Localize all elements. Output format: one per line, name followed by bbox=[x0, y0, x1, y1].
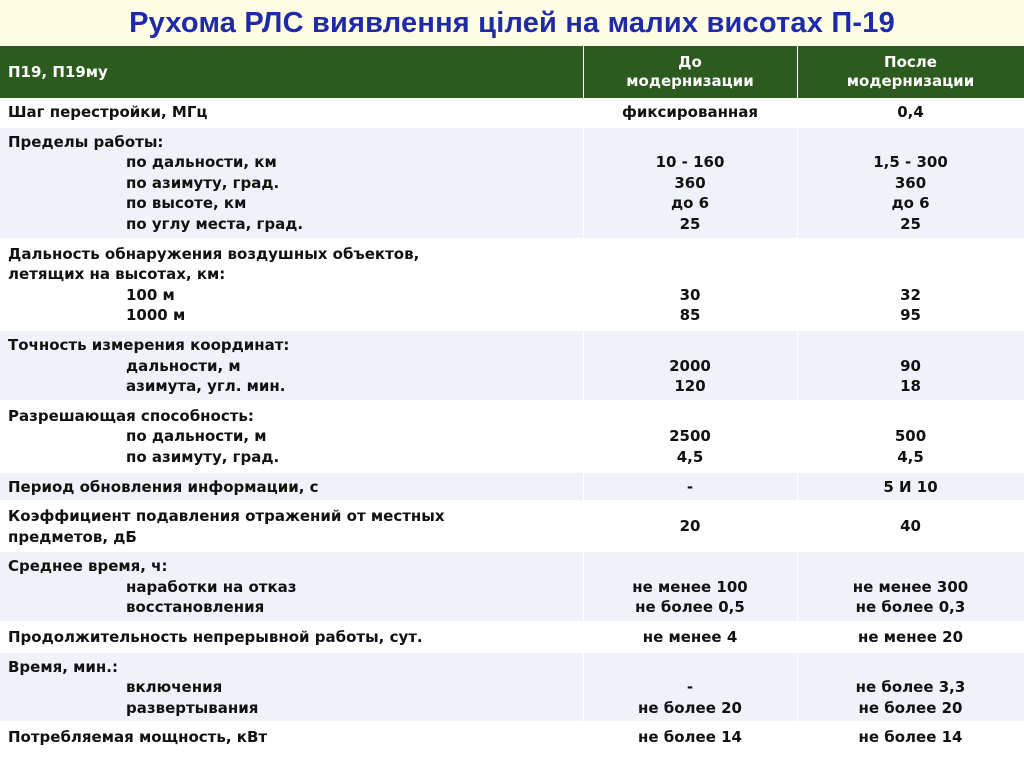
value-line: не менее 100 bbox=[632, 577, 748, 596]
title-bar bbox=[0, 0, 1024, 46]
value-line bbox=[584, 556, 797, 577]
table-row bbox=[0, 239, 1024, 330]
param-sub-label: по дальности, м bbox=[126, 427, 267, 446]
param-sub-label: 1000 м bbox=[126, 306, 186, 325]
param-sub-label: по дальности, км bbox=[126, 153, 277, 172]
value-before bbox=[583, 622, 797, 652]
param-sub-label: по высоте, км bbox=[126, 194, 247, 213]
value-line: 5 И 10 bbox=[883, 477, 938, 496]
param-cell bbox=[0, 551, 583, 622]
param-label: Среднее время, ч: bbox=[8, 557, 168, 576]
value-line: 2000 bbox=[669, 356, 711, 375]
value-line: 4,5 bbox=[897, 447, 924, 466]
value-after bbox=[797, 472, 1024, 502]
value-line bbox=[798, 264, 1024, 285]
param-sub-label: по азимуту, град. bbox=[126, 447, 280, 466]
value-line: 1,5 - 300 bbox=[873, 153, 948, 172]
value-line bbox=[798, 406, 1024, 427]
value-before bbox=[583, 401, 797, 472]
param-sub-label: наработки на отказ bbox=[126, 577, 297, 596]
value-line: до 6 bbox=[670, 194, 710, 213]
value-line: не более 3,3 bbox=[855, 678, 966, 697]
value-line: 25 bbox=[679, 214, 701, 233]
value-before bbox=[583, 652, 797, 723]
header-after-line1: После bbox=[884, 53, 937, 71]
param-cell bbox=[0, 652, 583, 723]
value-after bbox=[797, 330, 1024, 401]
value-line bbox=[584, 244, 797, 265]
table-row bbox=[0, 472, 1024, 502]
param-label: Точность измерения координат: bbox=[8, 335, 290, 354]
value-line: 4,5 bbox=[676, 447, 704, 466]
param-label: Дальность обнаружения воздушных объектов, bbox=[8, 244, 420, 263]
value-line: 2500 bbox=[669, 427, 711, 446]
specs-table bbox=[0, 46, 1024, 753]
value-before bbox=[583, 551, 797, 622]
header-parameter: П19, П19му bbox=[0, 46, 583, 98]
value-line bbox=[584, 132, 797, 153]
value-after bbox=[797, 127, 1024, 239]
value-line: 30 bbox=[679, 285, 701, 304]
value-line: 95 bbox=[900, 306, 921, 325]
value-line: не более 20 bbox=[638, 698, 742, 717]
table-row bbox=[0, 401, 1024, 472]
table-row bbox=[0, 622, 1024, 652]
param-sub-label: по углу места, град. bbox=[126, 214, 304, 233]
param-label: Период обновления информации, с bbox=[8, 477, 319, 496]
value-line bbox=[798, 657, 1024, 678]
value-line: не более 14 bbox=[858, 728, 963, 747]
value-after bbox=[797, 622, 1024, 652]
value-before bbox=[583, 98, 797, 127]
value-after bbox=[797, 501, 1024, 551]
value-line: 0,4 bbox=[897, 103, 924, 121]
param-sub-label: включения bbox=[126, 678, 223, 697]
header-after bbox=[797, 46, 1024, 98]
table-row bbox=[0, 98, 1024, 127]
value-before bbox=[583, 127, 797, 239]
param-label: Разрешающая способность: bbox=[8, 406, 254, 425]
param-cell bbox=[0, 622, 583, 652]
param-cell bbox=[0, 98, 583, 127]
param-sub-label: 100 м bbox=[126, 285, 175, 304]
header-before bbox=[583, 46, 797, 98]
param-label: Пределы работы: bbox=[8, 132, 164, 151]
value-line bbox=[584, 406, 797, 427]
value-line: 18 bbox=[900, 377, 921, 396]
value-line bbox=[584, 657, 797, 678]
param-cell bbox=[0, 472, 583, 502]
param-cell bbox=[0, 722, 583, 752]
value-line: 40 bbox=[900, 517, 921, 536]
value-line: 360 bbox=[674, 173, 706, 192]
value-line bbox=[798, 556, 1024, 577]
value-after bbox=[797, 551, 1024, 622]
value-line bbox=[798, 244, 1024, 265]
value-line bbox=[798, 335, 1024, 356]
value-before bbox=[583, 722, 797, 752]
value-before bbox=[583, 330, 797, 401]
header-before-line2: модернизации bbox=[626, 72, 754, 90]
table-row bbox=[0, 652, 1024, 723]
value-after bbox=[797, 239, 1024, 330]
value-line: - bbox=[686, 477, 694, 496]
value-after bbox=[797, 722, 1024, 752]
table-body bbox=[0, 98, 1024, 752]
value-line: не более 0,5 bbox=[635, 598, 745, 617]
value-line bbox=[584, 264, 797, 285]
value-line: 10 - 160 bbox=[655, 153, 725, 172]
value-line: - bbox=[686, 678, 694, 697]
param-label: Потребляемая мощность, кВт bbox=[8, 728, 268, 747]
header-before-line1: До bbox=[678, 53, 702, 71]
param-label-cont: летящих на высотах, км: bbox=[8, 265, 226, 284]
value-line: не менее 20 bbox=[858, 628, 963, 647]
value-line: 360 bbox=[894, 173, 927, 192]
value-line: не более 0,3 bbox=[855, 598, 966, 617]
param-label: Время, мин.: bbox=[8, 657, 118, 676]
value-line: 32 bbox=[900, 285, 921, 304]
header-after-line2: модернизации bbox=[846, 72, 975, 90]
param-cell bbox=[0, 501, 583, 551]
table-row bbox=[0, 127, 1024, 239]
value-line: не менее 300 bbox=[852, 577, 969, 596]
value-line: до 6 bbox=[891, 194, 930, 213]
value-line: фиксированная bbox=[621, 103, 759, 121]
value-before bbox=[583, 501, 797, 551]
value-line: 500 bbox=[894, 427, 927, 446]
param-sub-label: дальности, м bbox=[126, 356, 241, 375]
value-line: 120 bbox=[674, 377, 706, 396]
value-line: 20 bbox=[679, 517, 701, 536]
value-before bbox=[583, 472, 797, 502]
param-label: Коэффициент подавления отражений от местных bbox=[8, 507, 445, 526]
param-label: Шаг перестройки, МГц bbox=[8, 103, 208, 121]
param-label: Продолжительность непрерывной работы, сут. bbox=[8, 628, 423, 647]
value-after bbox=[797, 98, 1024, 127]
value-line bbox=[584, 335, 797, 356]
value-line: 85 bbox=[679, 306, 701, 325]
table-row bbox=[0, 501, 1024, 551]
param-cell bbox=[0, 127, 583, 239]
value-line: 25 bbox=[900, 214, 921, 233]
value-line: не более 20 bbox=[858, 698, 963, 717]
value-line: 90 bbox=[900, 356, 921, 375]
value-before bbox=[583, 239, 797, 330]
param-cell bbox=[0, 401, 583, 472]
page-title: Рухома РЛС виявлення цілей на малих висотах П-19 bbox=[129, 6, 895, 39]
param-cell bbox=[0, 330, 583, 401]
param-sub-label: по азимуту, град. bbox=[126, 173, 280, 192]
param-sub-label: азимута, угл. мин. bbox=[126, 377, 286, 396]
param-label-cont: предметов, дБ bbox=[8, 527, 137, 546]
param-sub-label: восстановления bbox=[126, 598, 265, 617]
param-sub-label: развертывания bbox=[126, 698, 259, 717]
table-row bbox=[0, 330, 1024, 401]
param-cell bbox=[0, 239, 583, 330]
table-header-row bbox=[0, 46, 1024, 98]
value-after bbox=[797, 401, 1024, 472]
table-row bbox=[0, 722, 1024, 752]
value-line bbox=[798, 132, 1024, 153]
value-line: не более 14 bbox=[638, 728, 742, 747]
value-line: не менее 4 bbox=[642, 628, 738, 647]
table-row bbox=[0, 551, 1024, 622]
value-after bbox=[797, 652, 1024, 723]
